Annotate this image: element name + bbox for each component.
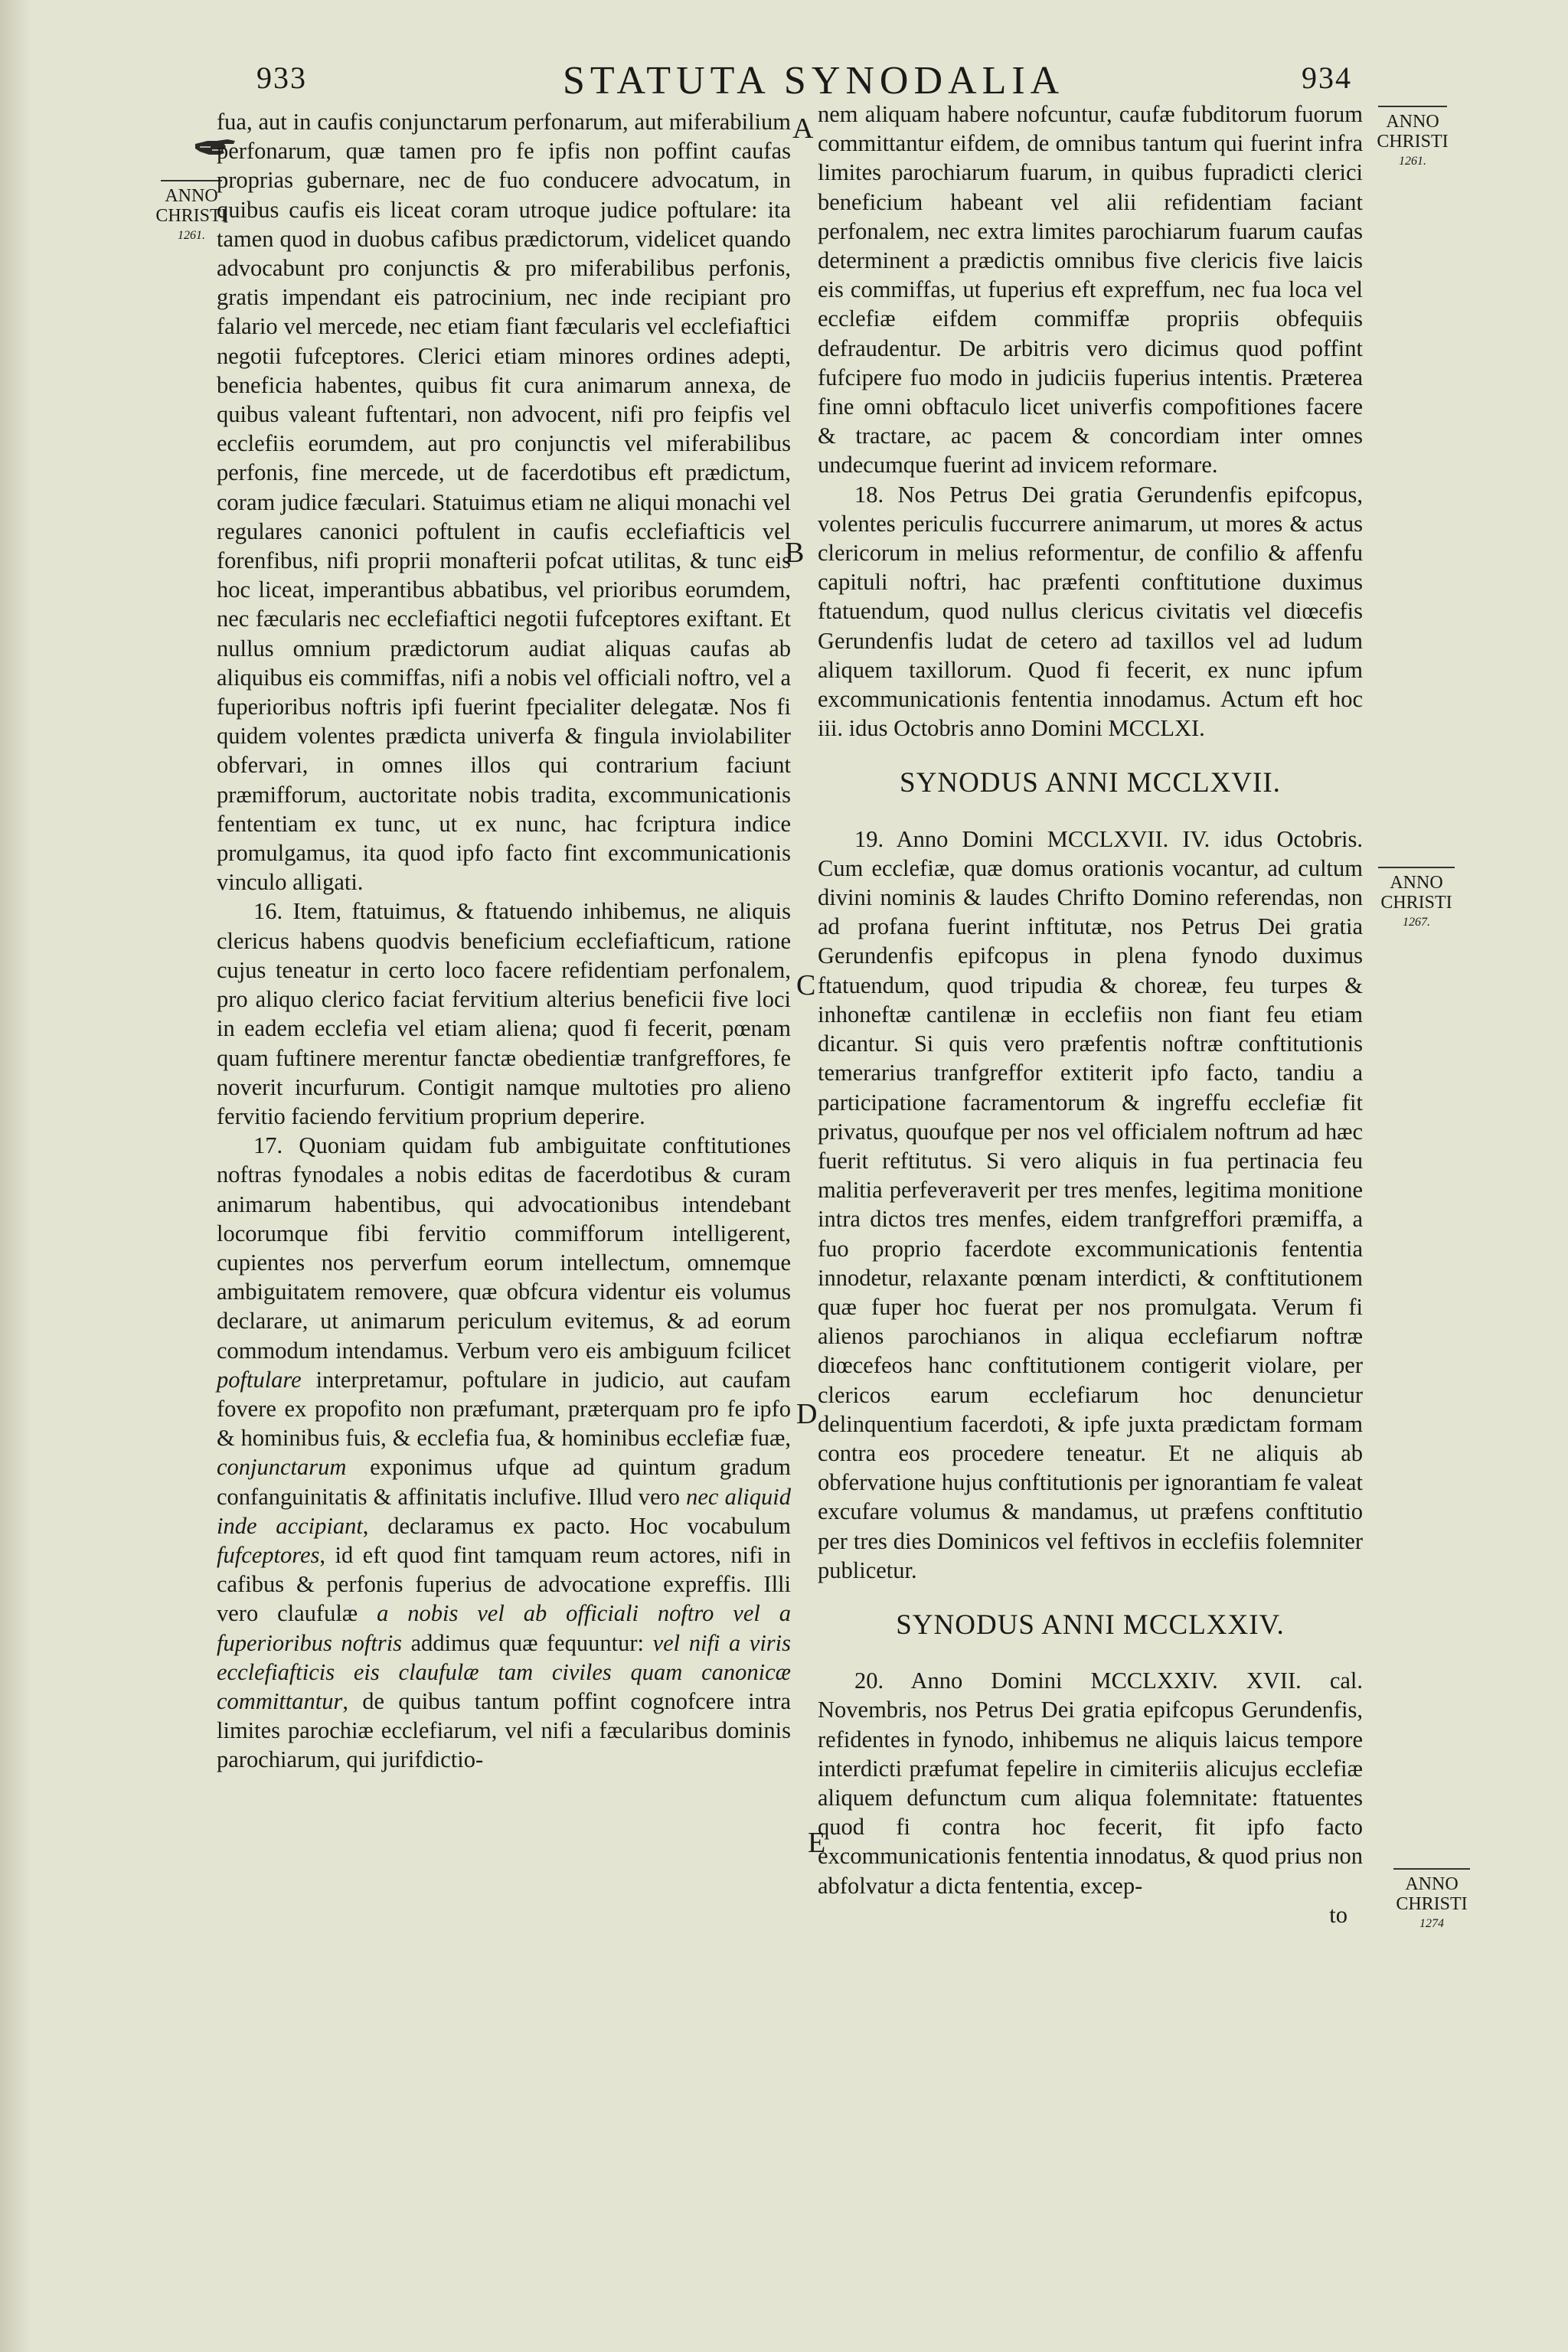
page-number-right: 934 (1302, 60, 1352, 95)
paragraph-17-text: , de quibus tantum poffint cognofcere intra limites parochiæ ecclefiarum, vel nifi a fæcularibus dominis parochiarum, qui jurifdictio- (217, 1687, 791, 1773)
section-letter: B (785, 537, 805, 569)
margin-note-christi: CHRISTI (1380, 893, 1452, 913)
text-column-right (818, 100, 1363, 1929)
margin-note-year (1370, 106, 1455, 172)
page-number-left: 933 (256, 60, 307, 95)
margin-note-year-value: 1274 (1419, 1917, 1444, 1930)
margin-note-anno: ANNO (1386, 112, 1439, 132)
paragraph-17-text: 17. Quoniam quidam fub ambiguitate conftitutiones noftras fynodales a nobis editas de facerdotibus & curam animarum habentibus, qui advocationibus intendebant locorumque fibi fervitio commifforum intelligerent, cupientes nos perverfum eorum intellectum, omnemque ambiguitatem removere, quæ obfcura videntur eis volumus declarare, ut animarum periculum evitemus, & ad eorum commodum intendamus. Verbum vero eis ambiguum fcilicet (217, 1132, 791, 1364)
italic-term: a nobis vel ab officiali noftro vel a fuperioribus noftris (217, 1600, 791, 1656)
paragraph-16: 16. Item, ftatuimus, & ftatuendo inhibemus, ne aliquis clericus habens quodvis beneficium ecclefiafticum, ratione cujus teneatur in certo loco facere refidentiam perfonalem, pro aliquo clerico faciat fervitium alterius beneficii five loci in eadem ecclefia vel etiam aliena; quod fi fecerit, pœnam quam fuftinere merentur fanctæ obedientiæ tranfgreffores, fe noverit incurfurum. Contigit namque multoties pro alieno fervitio faciendo fervitium proprium deperire. (217, 898, 791, 1129)
section-letter: C (796, 969, 816, 1001)
margin-note-anno: ANNO (165, 186, 218, 206)
italic-term: poftulare (217, 1366, 302, 1393)
margin-note-year-value: 1261. (1399, 155, 1426, 168)
paragraph-17-text: , id eft quod fint tamquam reum actores, nifi in cafibus & perfonis fuperius de advocatione expreffis. Illi vero claufulæ (217, 1541, 791, 1627)
paragraph-17-text: exponimus ufque ad quintum gradum confanguinitatis & affinitatis inclufive. Illud vero (217, 1454, 791, 1510)
running-title: STATUTA SYNODALIA (563, 59, 1065, 103)
italic-term: fufceptores (217, 1541, 320, 1568)
italic-term: conjunctarum (217, 1454, 347, 1481)
paragraph-17-text: interpretamur, poftulare in judicio, aut caufam fovere ex propofito non præfumant, præterquam pro fe ipfo & hominibus fuis, & ecclefia fua, & hominibus ecclefiæ fuæ, (217, 1366, 792, 1452)
synod-heading: SYNODUS ANNI MCCLXVII. (900, 767, 1281, 799)
paragraph-18: 18. Nos Petrus Dei gratia Gerundenfis epifcopus, volentes periculis fuccurrere animarum, ut mores & actus clericorum in melius reformentur, de confilio & affenfu capituli noftri, hac præfenti conftitutione duximus ftatuendum, quod nullus clericus civitatis vel diœcefis Gerundenfis ludat de cetero ad taxillos vel ad ludum aliquem taxillorum. Quod fi fecerit, ex nunc ipfum excommunicationis fententia innodamus. Actum eft hoc iii. idus Octobris anno Domini MCCLXI. (818, 481, 1363, 742)
margin-note-anno: ANNO (1390, 873, 1443, 893)
catchword: to (1329, 1901, 1348, 1928)
margin-note-year (1386, 1868, 1478, 1934)
section-letter: A (792, 113, 814, 145)
section-letter: E (808, 1827, 826, 1859)
paragraph-15-continuation: fua, aut in caufis conjunctarum perfonarum, aut miferabilium perfonarum, quæ tamen pro fe ipfis non poffint caufas proprias gubernare, nec de fuo conducere advocatum, in quibus caufis eis liceat coram utroque judice poftulare: ita tamen quod in duobus cafibus prædictorum, videlicet quando advocabunt pro conjunctis & pro miferabilibus perfonis, gratis impendant eis patrocinium, nec inde recipiant pro falario vel mercede, nec etiam fiant fæcularis vel ecclefiaftici negotii fufceptores. Clerici etiam minores ordines adepti, beneficia habentes, quibus fit cura animarum annexa, de quibus valeant fuftentari, non advocent, nifi pro feipfis vel ecclefiis eorumdem, aut pro conjunctis vel miferabilibus perfonis, fine mercede, ut de facerdotibus eft prædictum, coram judice fæculari. Statuimus etiam ne aliqui monachi vel regulares canonici poftulent in caufis ecclefiafticis vel forenfibus, nifi proprii monafterii pofcat utilitas, & tunc eis hoc liceat, imperantibus abbatibus, vel prioribus eorumdem, nec fæcularis nec ecclefiaftici negotii fufceptores exiftant. Et nullus omnium prædictorum audiat aliquas caufas ab aliquibus eis commiffas, nifi a nobis vel officiali noftro, vel a fuperioribus noftris ipfi fuerint fpecialiter delegatæ. Nos fi quidem volentes prædicta univerfa & fingula inviolabiliter obfervari, in omnes illos qui contrarium faciunt præmifforum, auctoritate nobis tradita, excommunicationis fententiam ex tunc, ut ex nunc, hac fcriptura indice promulgamus, ita quod ipfo facto fint excommunicationis vinculo alligati. (217, 109, 791, 896)
paragraph-19: 19. Anno Domini MCCLXVII. IV. idus Octobris. Cum ecclefiæ, quæ domus orationis vocantur, ad cultum divini nominis & laudes Chrifto Domino referendas, non ad profana fuerint inftitutæ, nos Petrus Dei gratia Gerundenfis epifcopus in plena fynodo duximus ftatuendum, quod tripudia & choreæ, feu turpes & inhoneftæ cantilenæ in ecclefiis non fiant feu etiam dicantur. Si quis vero præfentis noftræ conftitutionis temerarius tranfgreffor extiterit ipfo facto, tandiu a participatione facramentorum & ingreffu ecclefiæ fit privatus, quoufque per nos vel officialem noftrum ad hæc fuerit reftitutus. Si vero aliquis in fua pertinacia feu malitia perfeveraverit per tres menfes, legitima monitione intra dictos tres menfes, eidem tranfgreffori præmiffa, a fuo proprio facerdote excommunicationis fententia innodetur, relaxante pœnam interdicti, & conftitutionem quæ fuper hoc fuerat per nos promulgata. Verum fi alienos parochianos in aliqua ecclefiarum noftræ diœcefeos hanc conftitutionem contigerit violare, per clericos earum ecclefiarum hoc denuncietur delinquentium facerdoti, & ipfe juxta prædictam formam contra eos procedere teneatur. Et ne aliquis ab obfervatione hujus conftitutionis per ignorantiam fe valeat excufare volumus & mandamus, ut præfens conftitutio per tres dies Dominicos vel feftivos in ecclefiis folemniter publicetur. (818, 825, 1363, 1583)
paragraph-17-text: addimus quæ fequuntur: (410, 1629, 645, 1656)
paragraph-20: 20. Anno Domini MCCLXXIV. XVII. cal. Novembris, nos Petrus Dei gratia epifcopus Gerundenfis, refidentes in fynodo, inhibemus ne aliquis laicus tempore interdicti præfumat fepelire in cimiteriis alicujus ecclefiæ aliquem defunctum cum aliqua folemnitate: ftatuentes quod fi contra hoc fecerit, fit ipfo facto excommunicationis fententia innodatus, & quod prius non abfolvatur a dicta fententia, excep- (818, 1668, 1363, 1899)
margin-note-christi: CHRISTI (1377, 132, 1449, 152)
margin-note-year (1370, 867, 1462, 933)
margin-note-christi: CHRISTI (155, 206, 227, 226)
margin-note-anno: ANNO (1405, 1874, 1459, 1894)
margin-note-christi: CHRISTI (1396, 1894, 1468, 1914)
text-column-left (217, 107, 791, 1775)
margin-note-year-value: 1261. (178, 229, 205, 242)
paragraph-17-continuation: nem aliquam habere nofcuntur, caufæ fubditorum fuorum committantur eifdem, de omnibus tantum qui fuerint infra limites parochiarum fuarum, in quibus fupradicti clerici beneficium habeant vel alii refidentiam faciant perfonalem, nec extra limites parochiarum fuarum caufas determinent a prædictis omnibus five clericis five laicis eis commiffas, ut fuperius eft expreffum, nec fua loca vel ecclefiæ eifdem commiffæ propriis obfequiis defraudentur. De arbitris vero dicimus quod poffint fufcipere fuo modo in judiciis fuperius intentis. Præterea fine omni obftaculo licet univerfis compofitiones facere & tractare, ac pacem & concordiam inter omnes undecumque fuerint ad invicem reformare. (818, 101, 1363, 479)
synod-heading: SYNODUS ANNI MCCLXXIV. (896, 1609, 1285, 1641)
italic-term: vel nifi a viris ecclefiafticis eis claufulæ tam civiles quam canonicæ committantur (217, 1629, 792, 1714)
paragraph-17-text: , declaramus ex pacto. Hoc vocabulum (362, 1512, 791, 1539)
margin-note-year-value: 1267. (1403, 916, 1430, 929)
page-gutter-shadow (0, 0, 31, 2352)
paragraph-17 (217, 1131, 791, 1774)
italic-term: nec aliquid inde accipiant (217, 1483, 791, 1539)
section-letter: D (796, 1398, 818, 1430)
